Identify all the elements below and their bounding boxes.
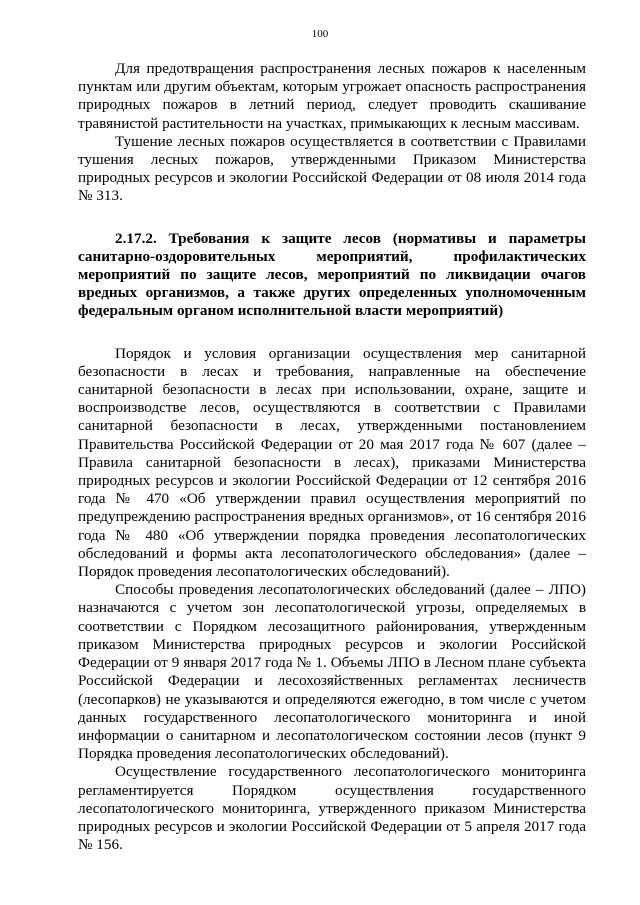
paragraph-survey-methods: Способы проведения лесопатологических обследований (далее – ЛПО) назначаются с учетом зон лесопатологической угрозы, определяемых в соответствии с Порядком лесозащитного районирования, утвержденным приказом Министерства природных ресурсов и экологии Российской Федерации от 9 января 2017 года № 1. Объемы ЛПО в Лесном плане субъекта Российской Федерации и лесохозяйственных регламентах лесничеств (лесопарков) не указываются и определяются ежегодно, в том числе с учетом данных государственного лесопатологического мониторинга и иной информации о санитарном и лесопатологическом состоянии лесов (пункт 9 Порядка проведения лесопатологических обследований). [78,581,586,763]
paragraph-fire-prevention: Для предотвращения распространения лесных пожаров к населенным пунктам или другим объектам, которым угрожает опасность распространения природных пожаров в летний период, следует проводить скашивание травянистой растительности на участках, примыкающих к лесным массивам. [78,60,586,132]
section-heading: 2.17.2. Требования к защите лесов (нормативы и параметры санитарно-оздоровительных мероприятий, профилактических мероприятий по защите лесов, мероприятий по ликвидации очагов вредных организмов, а также других определенных уполномоченным федеральным органом исполнительной власти мероприятий) [78,229,586,320]
page-number: 100 [311,28,329,40]
paragraph-monitoring: Осуществление государственного лесопатологического мониторинга регламентируется Порядком осуществления государственного лесопатологического мониторинга, утвержденного приказом Министерства природных ресурсов и экологии Российской Федерации от 5 апреля 2017 года № 156. [78,763,586,854]
paragraph-sanitary-safety: Порядок и условия организации осуществления мер санитарной безопасности в лесах и требования, направленные на обеспечение санитарной безопасности в лесах при использовании, охране, защите и воспроизводстве лесов, осуществляются в соответствии с Правилами санитарной безопасности в лесах, утвержденными постановлением Правительства Российской Федерации от 20 мая 2017 года № 607 (далее – Правила санитарной безопасности в лесах), приказами Министерства природных ресурсов и экологии Российской Федерации от 12 сентября 2016 года № 470 «Об утверждении правил осуществления мероприятий по предупреждению распространения вредных организмов», от 16 сентября 2016 года № 480 «Об утверждении порядка проведения лесопатологических обследований и формы акта лесопатологического обследования» (далее – Порядок проведения лесопатологических обследований). [78,344,587,581]
paragraph-fire-suppression: Тушение лесных пожаров осуществляется в соответствии с Правилами тушения лесных пожаров, утвержденными Приказом Министерства природных ресурсов и экологии Российской Федерации от 08 июля 2014 года № 313. [78,132,586,205]
document-body [78,60,586,854]
